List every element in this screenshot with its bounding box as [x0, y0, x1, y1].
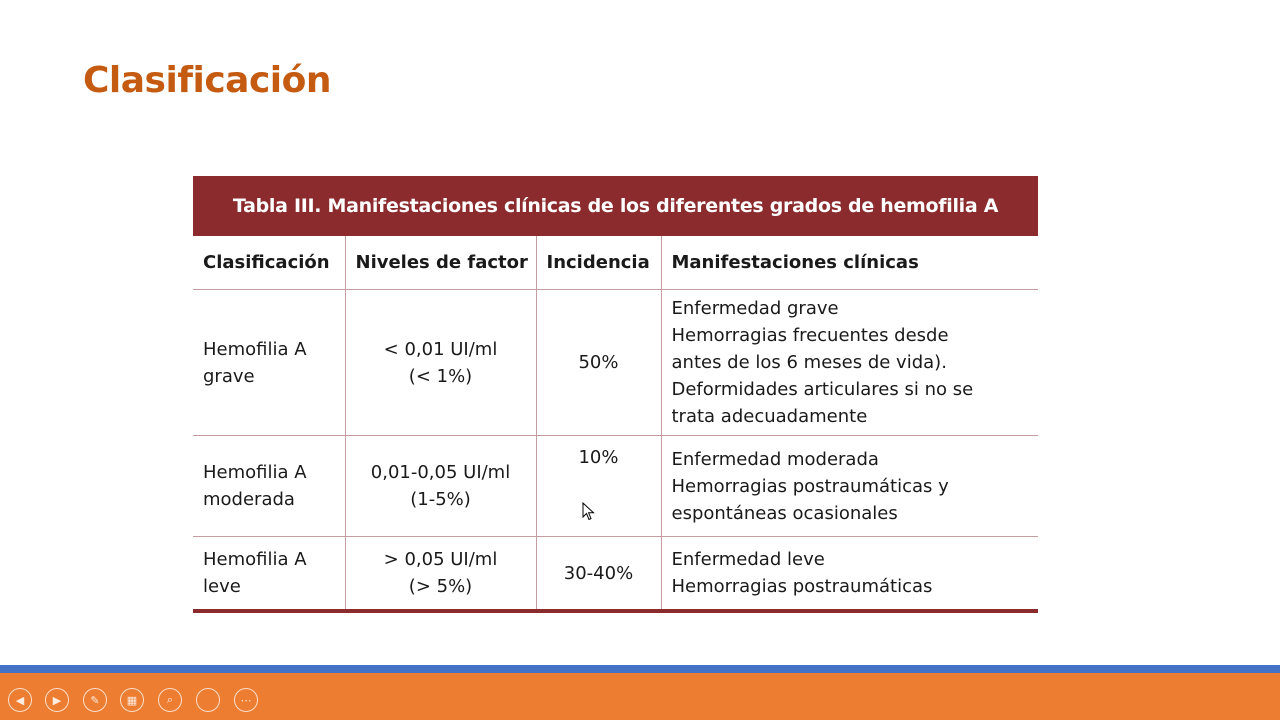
cell-line: espontáneas ocasionales [671, 502, 898, 524]
header-clasificacion: Clasificación [193, 236, 345, 290]
cell-line: trata adecuadamente [671, 406, 868, 427]
table-row [193, 290, 1038, 436]
header-manifestaciones: Manifestaciones clínicas [661, 236, 1038, 290]
cell-incidencia: 50% [536, 290, 661, 436]
cell-manifestaciones [661, 436, 1038, 537]
cell-line: (1-5%) [410, 489, 471, 510]
cell-manifestaciones [661, 290, 1038, 436]
next-icon: ▶ [52, 693, 62, 707]
more-options-icon: ⋯ [240, 693, 252, 707]
cell-line: 0,01-0,05 UI/ml [370, 462, 511, 483]
cell-line: (> 5%) [408, 576, 473, 597]
header-incidencia: Incidencia [536, 236, 661, 290]
cell-line: Hemorragias frecuentes desde [671, 325, 949, 346]
cell-incidencia: 30-40% [536, 537, 661, 612]
cell-clasificacion [193, 537, 345, 612]
cell-line: > 0,05 UI/ml [383, 549, 498, 570]
bottom-accent-strip [0, 665, 1280, 673]
slides-grid-icon: ▦ [126, 693, 138, 707]
cell-line: Hemofilia A [203, 462, 307, 483]
cell-line: Deformidades articulares si no se [671, 379, 974, 400]
header-niveles: Niveles de factor [345, 236, 536, 290]
cell-manifestaciones [661, 537, 1038, 612]
cell-line: Hemofilia A [203, 338, 307, 360]
see-all-slides-button[interactable] [120, 688, 144, 712]
cell-line: Enfermedad grave [671, 298, 839, 319]
cell-niveles [345, 290, 536, 436]
slideshow-control-bar [0, 673, 1280, 720]
table-caption: Tabla III. Manifestaciones clínicas de los diferentes grados de hemofilia A [193, 176, 1038, 236]
cell-line: Enfermedad moderada [671, 448, 879, 470]
previous-icon: ◀ [15, 693, 25, 707]
cell-niveles [345, 537, 536, 612]
table-row [193, 537, 1038, 612]
classification-table [193, 236, 1038, 613]
zoom-icon: ⌕ [166, 693, 174, 706]
cell-line: moderada [203, 489, 295, 510]
cell-line: leve [203, 576, 241, 597]
zoom-button[interactable] [158, 688, 182, 712]
cell-line: grave [203, 365, 255, 387]
cell-line: antes de los 6 meses de vida). [671, 352, 947, 373]
previous-slide-button[interactable] [8, 688, 32, 712]
cell-line: Hemorragias postraumáticas [671, 576, 933, 597]
cell-line: Hemorragias postraumáticas y [671, 475, 949, 497]
cell-line: < 0,01 UI/ml [383, 338, 498, 360]
cell-incidencia: 10% [536, 436, 661, 537]
hemophilia-table [193, 176, 1038, 613]
table-header-row [193, 236, 1038, 290]
pen-tool-button[interactable] [83, 688, 107, 712]
cell-line: (< 1%) [408, 365, 473, 387]
cell-niveles [345, 436, 536, 537]
slide-title: Clasificación [83, 60, 331, 101]
cell-line: Enfermedad leve [671, 549, 825, 570]
mouse-pointer-icon [582, 502, 596, 522]
options-circle-button[interactable] [196, 688, 220, 712]
cell-clasificacion [193, 436, 345, 537]
cell-clasificacion [193, 290, 345, 436]
cell-line: Hemofilia A [203, 549, 307, 570]
table-row [193, 436, 1038, 537]
next-slide-button[interactable] [45, 688, 69, 712]
more-options-button[interactable] [234, 688, 258, 712]
pen-icon: ✎ [90, 693, 100, 707]
